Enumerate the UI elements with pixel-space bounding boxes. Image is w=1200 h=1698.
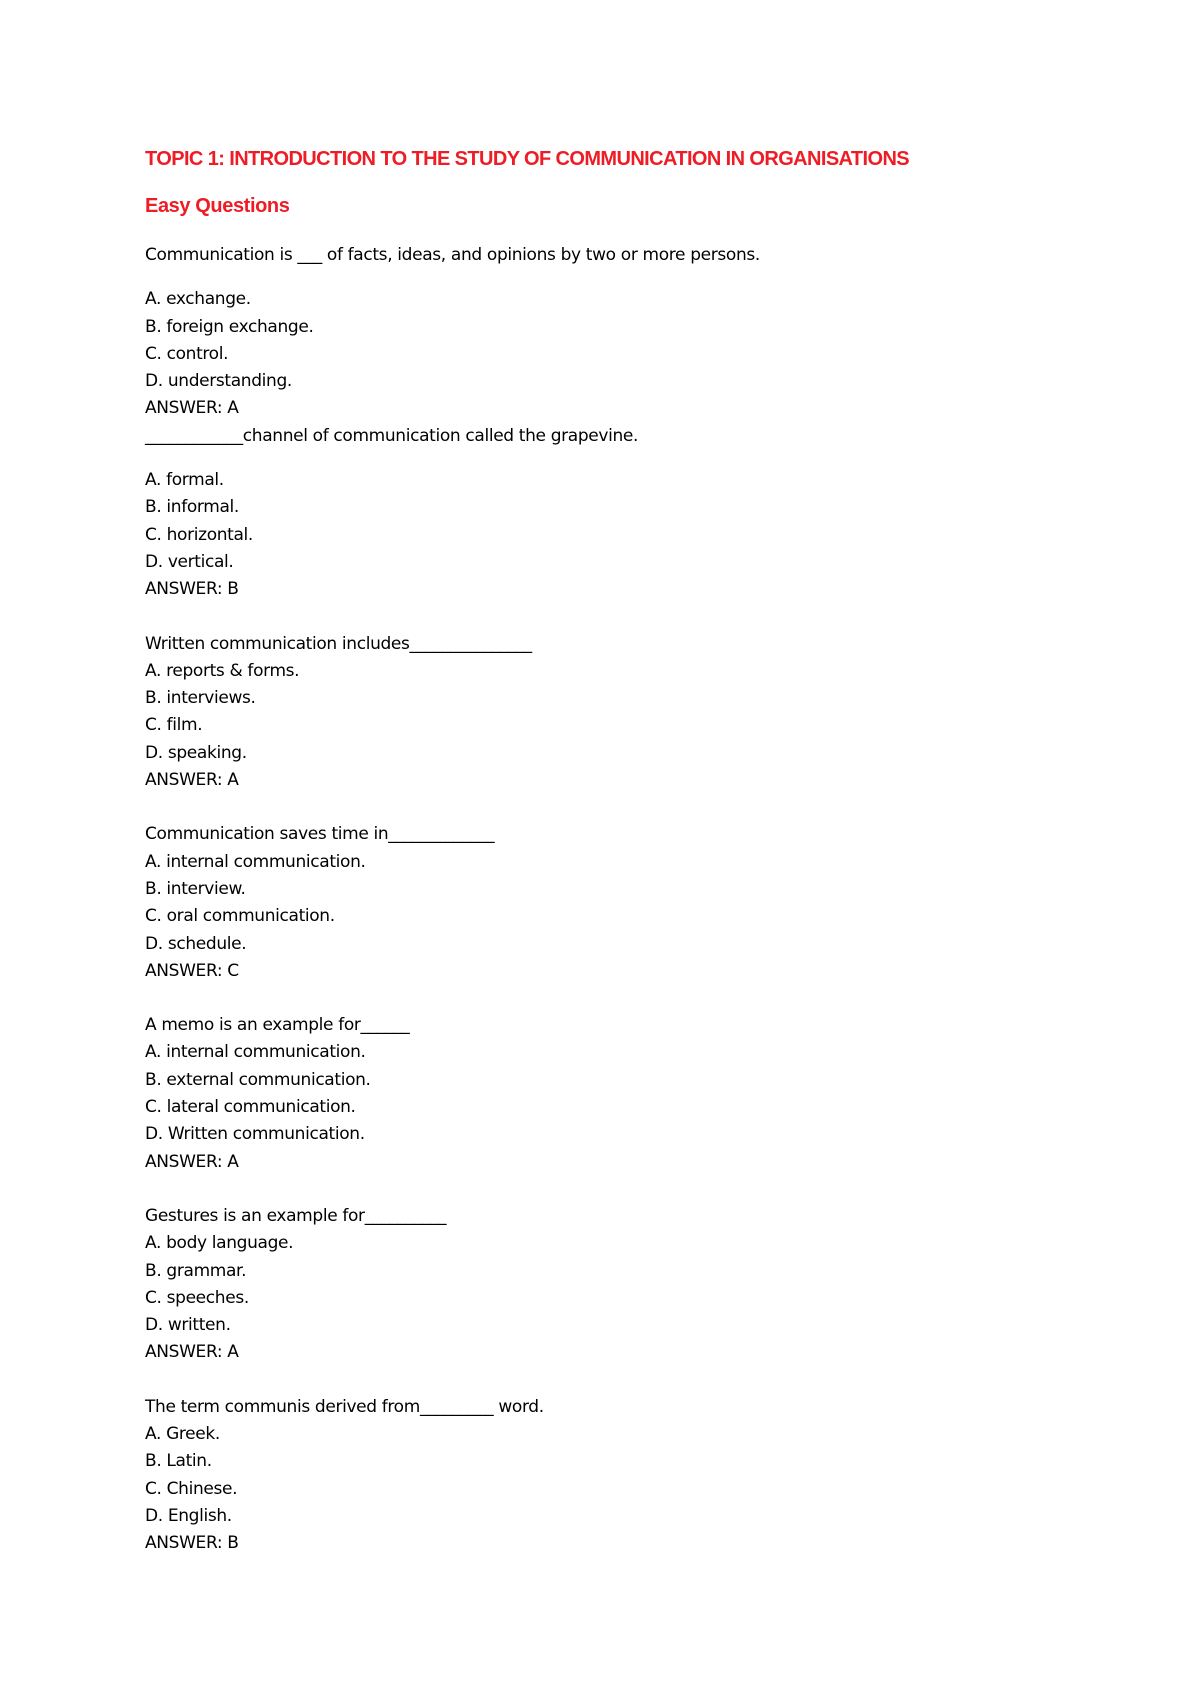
question-block [145,1012,1105,1176]
option-d: D. speaking. [145,742,247,763]
question-text: Communication saves time in_____________ [145,824,495,845]
option-a: A. body language. [145,1233,294,1254]
option-b: B. interview. [145,878,246,899]
option-b: B. foreign exchange. [145,316,314,337]
option-d: D. vertical. [145,551,234,572]
option-a: A. reports & forms. [145,660,300,681]
answer-line: ANSWER: B [145,579,239,600]
answer-line: ANSWER: A [145,1151,239,1172]
question-block [145,1394,1105,1558]
option-d: D. understanding. [145,371,292,392]
question-block [145,423,1105,604]
option-b: B. interviews. [145,688,256,709]
option-b: B. external communication. [145,1069,371,1090]
option-c: C. control. [145,343,229,364]
question-block [145,1203,1105,1367]
section-heading: Easy Questions [145,195,290,217]
option-c: C. Chinese. [145,1478,238,1499]
answer-line: ANSWER: B [145,1533,239,1554]
question-block [145,631,1105,795]
question-block [145,242,1105,423]
option-a: A. exchange. [145,289,251,310]
option-c: C. horizontal. [145,524,253,545]
question-text: Gestures is an example for__________ [145,1205,447,1226]
option-a: A. internal communication. [145,1042,366,1063]
answer-line: ANSWER: A [145,398,239,419]
option-b: B. Latin. [145,1451,212,1472]
question-text: Written communication includes_______________ [145,633,532,654]
answer-line: ANSWER: A [145,770,239,791]
question-text: ____________channel of communication called the grapevine. [145,425,639,446]
option-d: D. English. [145,1505,232,1526]
option-d: D. written. [145,1315,231,1336]
option-d: D. schedule. [145,933,247,954]
question-text: A memo is an example for______ [145,1015,410,1036]
option-a: A. Greek. [145,1423,220,1444]
answer-line: ANSWER: C [145,960,239,981]
option-c: C. film. [145,715,203,736]
answer-line: ANSWER: A [145,1342,239,1363]
option-a: A. internal communication. [145,851,366,872]
question-block [145,821,1105,985]
topic-title: TOPIC 1: INTRODUCTION TO THE STUDY OF COMMUNICATION IN ORGANISATIONS [145,148,910,170]
option-b: B. informal. [145,497,239,518]
document-page [145,140,1105,1557]
option-c: C. lateral communication. [145,1097,356,1118]
option-c: C. oral communication. [145,906,335,927]
option-a: A. formal. [145,470,224,491]
question-text: Communication is ___ of facts, ideas, and opinions by two or more persons. [145,245,760,265]
option-d: D. Written communication. [145,1124,365,1145]
question-text: The term communis derived from_________ word. [145,1396,544,1417]
option-c: C. speeches. [145,1287,249,1308]
option-b: B. grammar. [145,1260,247,1281]
